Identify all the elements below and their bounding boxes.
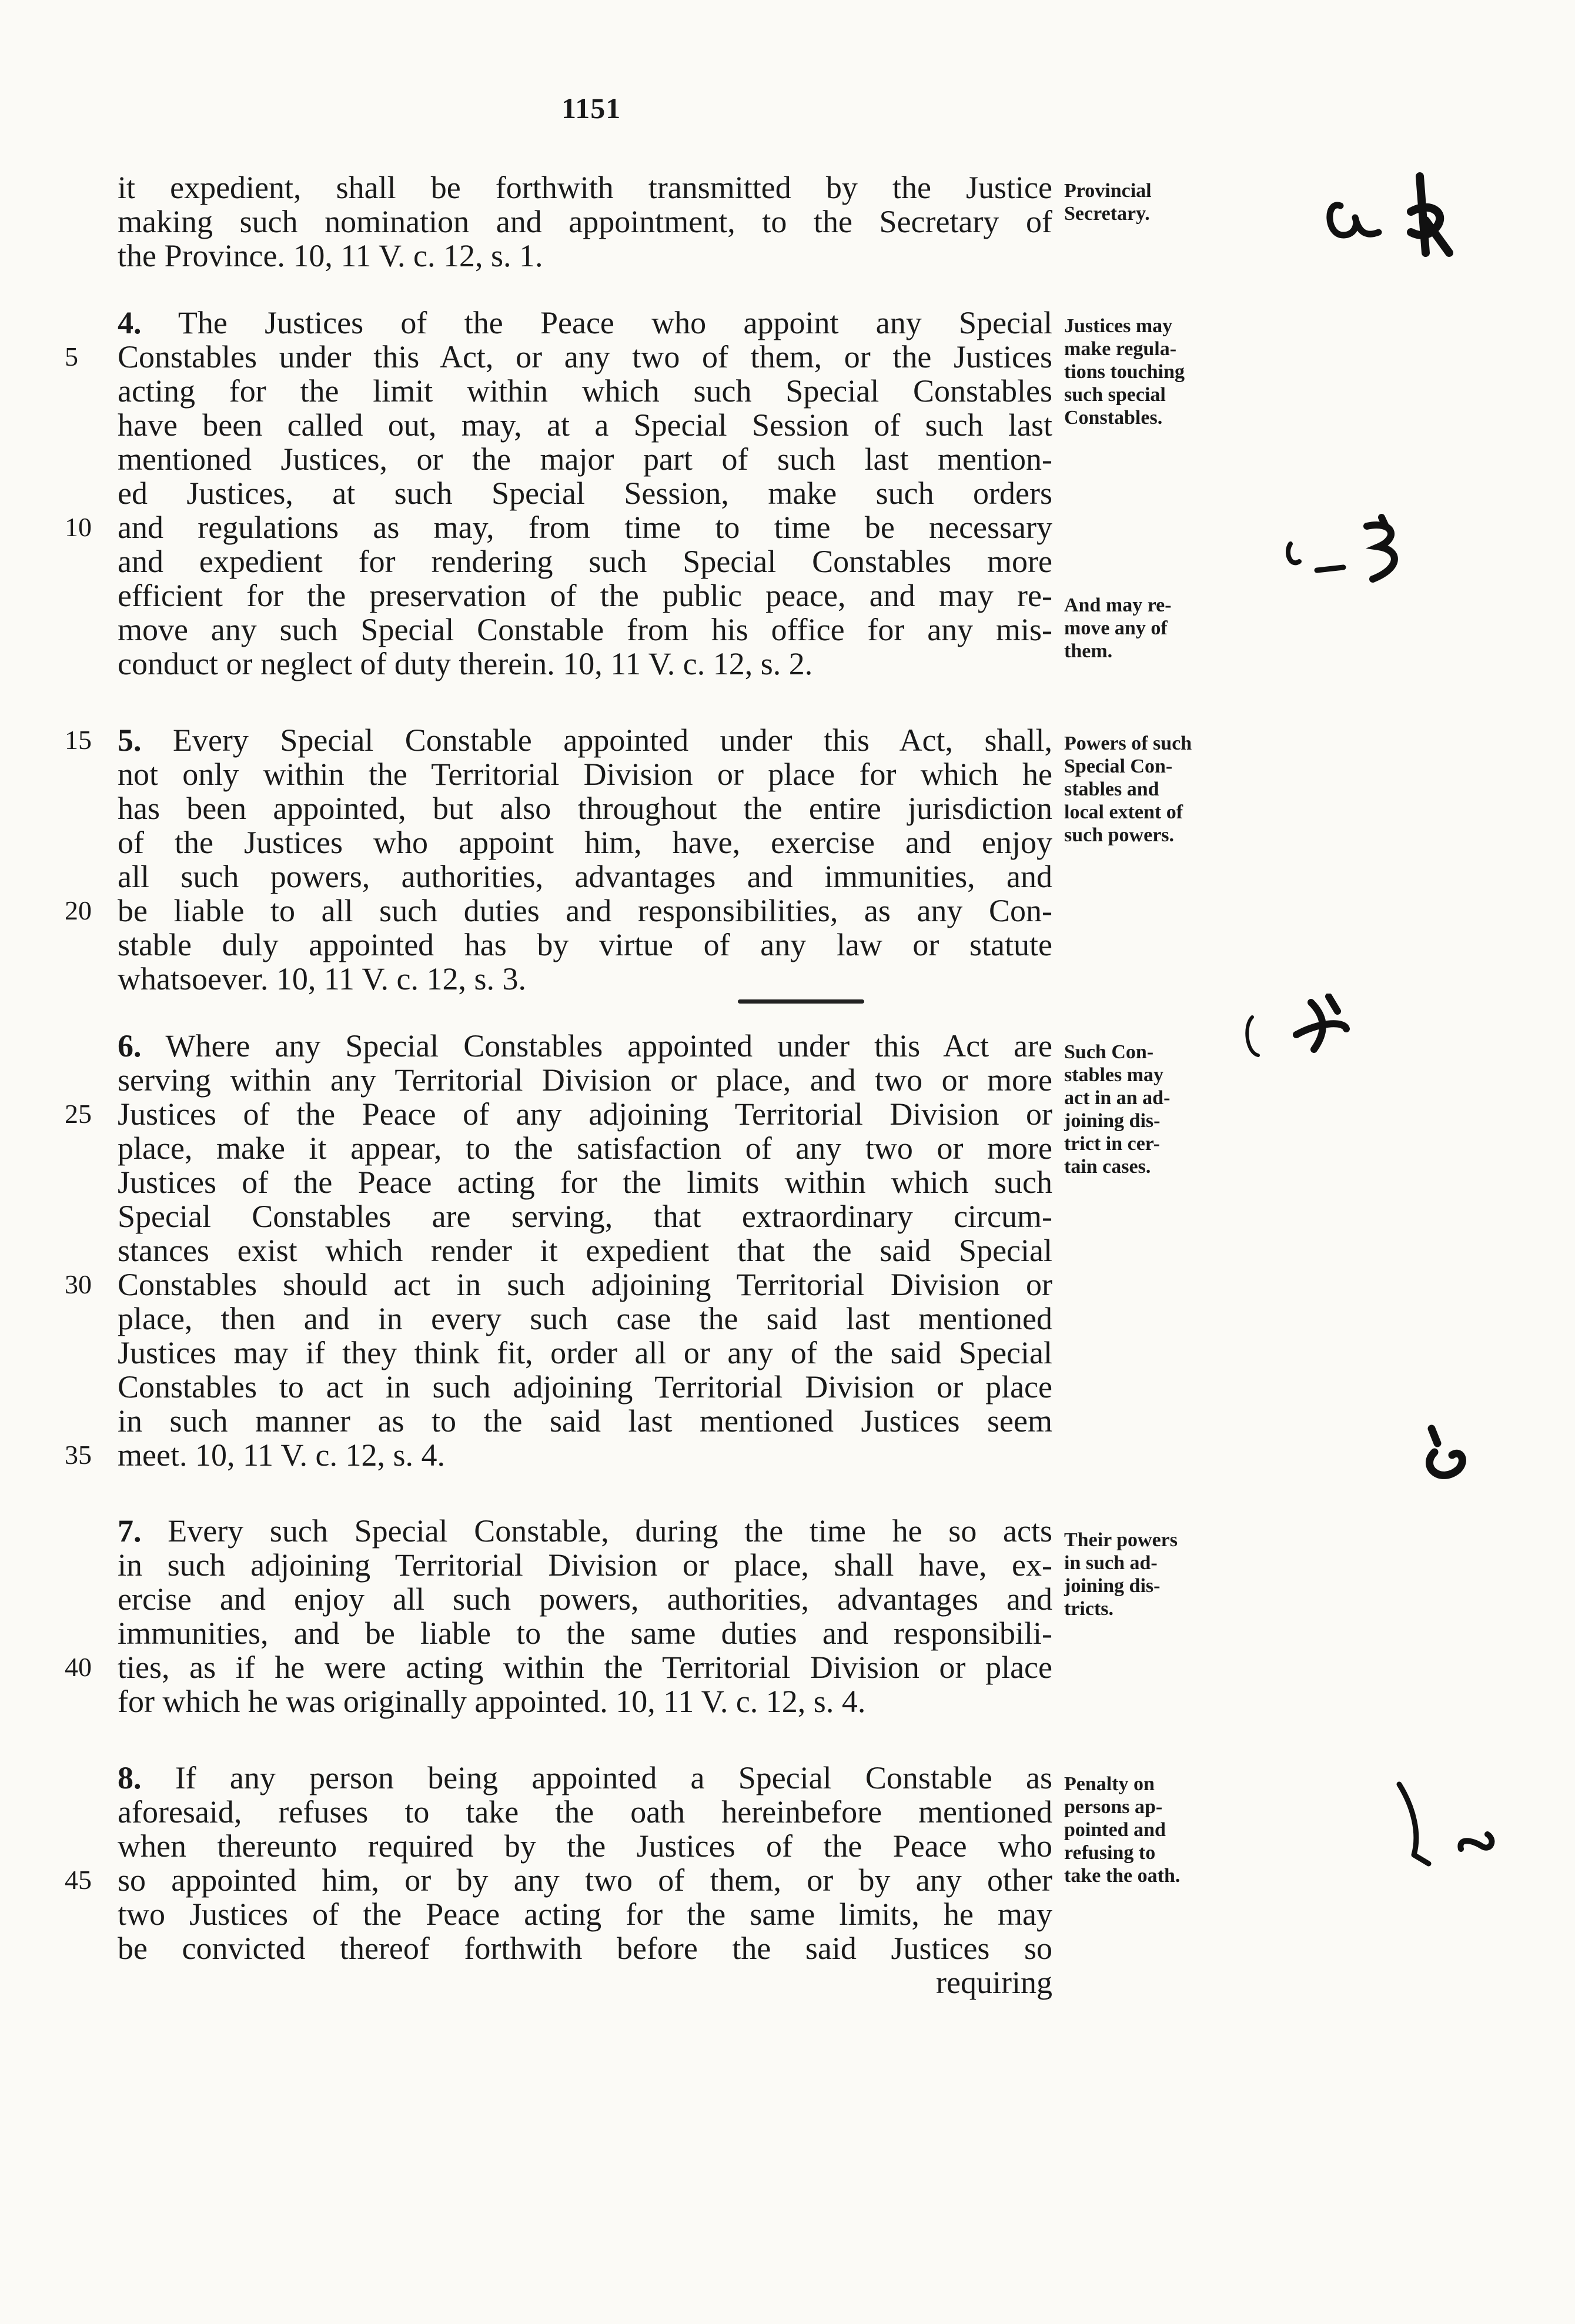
text-line: ercise and enjoy all such powers, authorities, advantages and <box>118 1581 1052 1617</box>
section-number: 7. <box>118 1513 142 1549</box>
text-span: Where any Special Constables appointed under this Act are <box>165 1028 1052 1064</box>
text-line: it expedient, shall be forthwith transmitted by the Justice <box>118 170 1052 205</box>
margin-note-line: Their powers <box>1064 1529 1178 1551</box>
text-line <box>118 1761 1052 1795</box>
section-number: 4. <box>118 305 142 340</box>
margin-note-line: joining dis- <box>1064 1110 1161 1132</box>
line-number: 35 <box>65 1440 92 1470</box>
margin-note-line: Provincial <box>1064 180 1152 202</box>
page-number: 1151 <box>561 92 621 125</box>
text-line: in such manner as to the said last mentioned Justices seem <box>118 1403 1052 1439</box>
text-line <box>118 1029 1052 1063</box>
text-line: and regulations as may, from time to time be necessary <box>118 510 1052 545</box>
text-line: has been appointed, but also throughout the entire jurisdiction <box>118 791 1052 826</box>
text-line: place, make it appear, to the satisfaction of any two or more <box>118 1131 1052 1166</box>
margin-note-provincial-secretary <box>1064 179 1240 225</box>
margin-note-line: Penalty on <box>1064 1773 1155 1795</box>
line-number: 10 <box>65 512 92 542</box>
section-number: 8. <box>118 1760 142 1795</box>
margin-note-justices-may-make-regulations <box>1064 315 1240 429</box>
margin-note-penalty <box>1064 1773 1240 1887</box>
text-line: Justices of the Peace of any adjoining Territorial Division or <box>118 1096 1052 1132</box>
text-line: two Justices of the Peace acting for the same limits, he may <box>118 1897 1052 1932</box>
margin-note-line: stables may <box>1064 1064 1164 1086</box>
text-line <box>118 1514 1052 1548</box>
text-line: Constables should act in such adjoining Territorial Division or <box>118 1267 1052 1302</box>
text-line: aforesaid, refuses to take the oath hereinbefore mentioned <box>118 1794 1052 1830</box>
text-line: acting for the limit within which such Special Constables <box>118 373 1052 409</box>
margin-note-line: act in an ad- <box>1064 1087 1171 1109</box>
text-line: and expedient for rendering such Special Constables more <box>118 544 1052 579</box>
margin-note-line: refusing to <box>1064 1842 1156 1864</box>
margin-note-line: Secretary. <box>1064 203 1150 225</box>
text-line: for which he was originally appointed. 10, 11 V. c. 12, s. 4. <box>118 1684 866 1719</box>
margin-note-line: in such ad- <box>1064 1552 1158 1574</box>
text-line: ties, as if he were acting within the Territorial Division or place <box>118 1650 1052 1685</box>
text-line: making such nomination and appointment, to the Secretary of <box>118 204 1052 239</box>
margin-note-line: trict in cer- <box>1064 1133 1160 1155</box>
line-number: 30 <box>65 1269 92 1299</box>
line-number: 15 <box>65 725 92 755</box>
margin-note-may-remove <box>1064 594 1240 663</box>
margin-note-line: make regula- <box>1064 338 1177 360</box>
text-line <box>118 723 1052 757</box>
text-line: so appointed him, or by any two of them, or by any other <box>118 1862 1052 1898</box>
margin-note-line: tain cases. <box>1064 1156 1151 1178</box>
handwritten-mark <box>1370 1775 1505 1905</box>
line-number: 45 <box>65 1865 92 1895</box>
text-line: of the Justices who appoint him, have, exercise and enjoy <box>118 825 1052 860</box>
text-line: have been called out, may, at a Special Session of such last <box>118 407 1052 443</box>
margin-note-line: such special <box>1064 384 1166 406</box>
line-number: 40 <box>65 1652 92 1682</box>
margin-note-line: Special Con- <box>1064 755 1173 777</box>
text-line <box>118 306 1052 340</box>
text-line: efficient for the preservation of the public peace, and may re- <box>118 578 1052 613</box>
margin-note-line: move any of <box>1064 617 1168 639</box>
text-line: whatsoever. 10, 11 V. c. 12, s. 3. <box>118 961 526 997</box>
text-line: stances exist which render it expedient that the said Special <box>118 1233 1052 1268</box>
margin-note-line: take the oath. <box>1064 1865 1181 1887</box>
text-span: If any person being appointed a Special Constable as <box>175 1760 1052 1795</box>
text-line: be liable to all such duties and responsibilities, as any Con- <box>118 893 1052 928</box>
text-line: ed Justices, at such Special Session, make such orders <box>118 476 1052 511</box>
text-line: Constables under this Act, or any two of them, or the Justices <box>118 339 1052 374</box>
margin-note-line: tions touching <box>1064 361 1185 383</box>
margin-note-line: tricts. <box>1064 1598 1114 1620</box>
text-line: mentioned Justices, or the major part of such last mention- <box>118 442 1052 477</box>
line-number: 5 <box>65 342 78 372</box>
handwritten-mark <box>1414 1417 1484 1499</box>
text-line: all such powers, authorities, advantages and immunities, and <box>118 859 1052 894</box>
line-number: 20 <box>65 895 92 925</box>
margin-note-line: such powers. <box>1064 824 1175 846</box>
text-line: immunities, and be liable to the same duties and responsibili- <box>118 1616 1052 1651</box>
text-line: conduct or neglect of duty therein. 10, 11 V. c. 12, s. 2. <box>118 646 813 681</box>
section-number: 5. <box>118 723 142 758</box>
handwritten-mark <box>1240 994 1358 1070</box>
text-line: in such adjoining Territorial Division or place, shall have, ex- <box>118 1547 1052 1583</box>
section-number: 6. <box>118 1028 142 1064</box>
margin-note-act-in-adjoining-district <box>1064 1041 1240 1178</box>
margin-note-powers-of-special-constables <box>1064 732 1240 847</box>
text-line: meet. 10, 11 V. c. 12, s. 4. <box>118 1437 445 1473</box>
margin-note-line: persons ap- <box>1064 1796 1163 1818</box>
text-line: Justices of the Peace acting for the limits within which such <box>118 1165 1052 1200</box>
margin-note-line: Justices may <box>1064 315 1173 337</box>
margin-note-line: Constables. <box>1064 407 1163 429</box>
text-line: serving within any Territorial Division or place, and two or more <box>118 1062 1052 1098</box>
text-line: when thereunto required by the Justices of the Peace who <box>118 1828 1052 1864</box>
margin-note-line: local extent of <box>1064 801 1183 823</box>
margin-note-line: Powers of such <box>1064 733 1192 754</box>
line-number: 25 <box>65 1099 92 1129</box>
margin-note-line: Such Con- <box>1064 1041 1154 1063</box>
section-divider <box>738 999 864 1004</box>
text-span: Every Special Constable appointed under this Act, shall, <box>172 723 1052 758</box>
margin-note-line: And may re- <box>1064 594 1172 616</box>
handwritten-mark <box>1323 165 1464 265</box>
margin-note-line: them. <box>1064 640 1113 662</box>
text-line: not only within the Territorial Division or place for which he <box>118 757 1052 792</box>
text-line: Justices may if they think fit, order all or any of the said Special <box>118 1335 1052 1370</box>
margin-note-line: joining dis- <box>1064 1575 1161 1597</box>
text-line: Constables to act in such adjoining Territorial Division or place <box>118 1369 1052 1405</box>
text-line: the Province. 10, 11 V. c. 12, s. 1. <box>118 238 543 273</box>
margin-note-their-powers <box>1064 1529 1240 1620</box>
text-line: move any such Special Constable from his office for any mis- <box>118 612 1052 647</box>
margin-note-line: stables and <box>1064 778 1159 800</box>
margin-note-line: pointed and <box>1064 1819 1166 1841</box>
text-line: be convicted thereof forthwith before the said Justices so <box>118 1931 1052 1966</box>
text-span: The Justices of the Peace who appoint any Special <box>178 305 1052 340</box>
text-line: place, then and in every such case the said last mentioned <box>118 1301 1052 1336</box>
text-span: Every such Special Constable, during the time he so acts <box>168 1513 1053 1549</box>
catchword: requiring <box>936 1965 1052 2000</box>
text-line: stable duly appointed has by virtue of any law or statute <box>118 927 1052 962</box>
handwritten-mark <box>1285 511 1420 594</box>
text-line: Special Constables are serving, that extraordinary circum- <box>118 1199 1052 1234</box>
